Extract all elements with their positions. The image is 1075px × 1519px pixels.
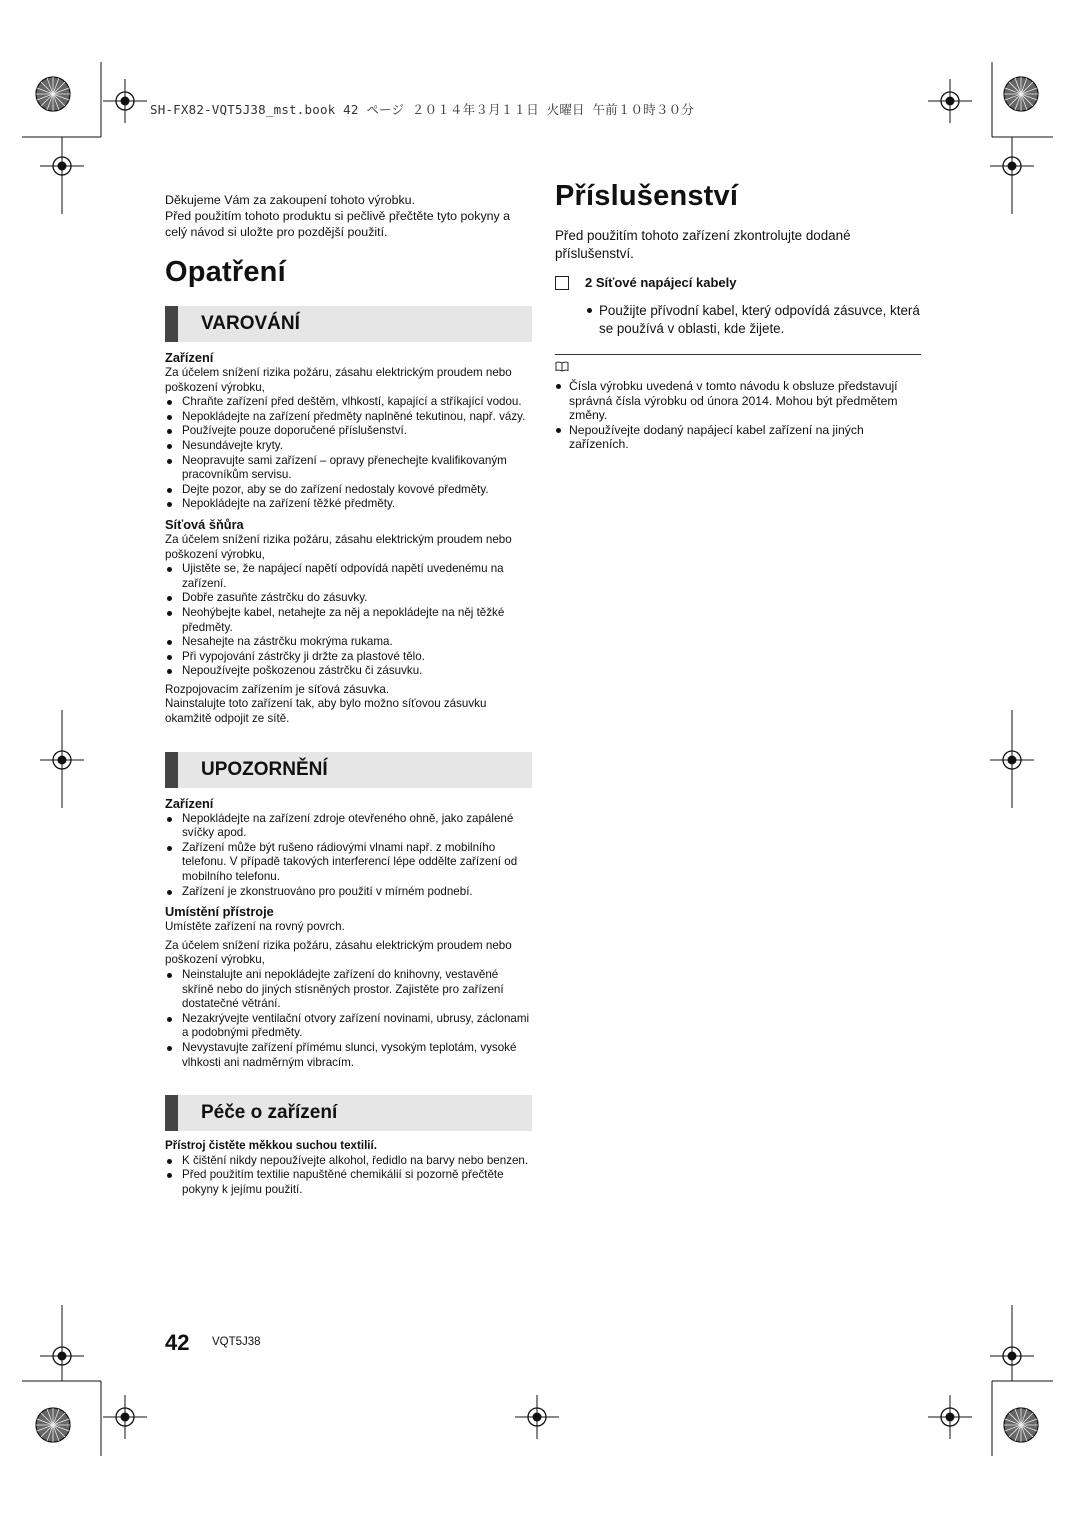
care-list [165, 1154, 533, 1198]
page-number: 42 [165, 1330, 190, 1355]
disconnect-device-note: Rozpojovacím zařízením je síťová zásuvka. [165, 682, 390, 696]
list-item: Dobře zasuňte zástrčku do zásuvky. [165, 591, 533, 606]
warning-device-text: Za účelem snížení rizika požáru, zásahu elektrickým proudem nebo poškození výrobku, [165, 366, 512, 394]
list-item: Dejte pozor, aby se do zařízení nedostaly kovové předměty. [165, 483, 533, 498]
page-title-accessories: Příslušenství [555, 180, 739, 212]
intro-instructions: Před použitím tohoto produktu si pečlivě přečtěte tyto pokyny a celý návod si uložte pro pozdější použití. [165, 209, 511, 239]
caution-device-list [165, 812, 533, 900]
list-item: Nevystavujte zařízení přímému slunci, vysokým teplotám, vysoké vlhkosti ani nadměrným vibracím. [165, 1041, 533, 1070]
book-icon [555, 359, 921, 377]
subhead-placement: Umístění přístroje [165, 904, 274, 920]
list-item: Neinstalujte ani nepokládejte zařízení do knihovny, vestavěné skříně nebo do jiných stísněných prostor. Zajistěte pro zařízení dostatečné větrání. [165, 968, 533, 1012]
accessory-notes [587, 302, 921, 337]
subhead-device: Zařízení [165, 795, 214, 811]
list-item: Před použitím textilie napuštěné chemikálií si pozorně přečtěte pokyny k jejímu použití. [165, 1168, 533, 1197]
list-item: Nezakrývejte ventilační otvory zařízení novinami, ubrusy, záclonami a podobnými předměty. [165, 1012, 533, 1041]
list-item: Zařízení je zkonstruováno pro použití v mírném podnebí. [165, 885, 533, 900]
list-item: Nepokládejte na zařízení zdroje otevřeného ohně, jako zapálené svíčky apod. [165, 812, 533, 841]
list-item: Použijte přívodní kabel, který odpovídá zásuvce, která se používá v oblasti, kde žijete. [587, 302, 921, 337]
subhead-device: Zařízení [165, 350, 214, 365]
section-header-caution [165, 752, 532, 788]
page-title-precautions: Opatření [165, 256, 286, 288]
list-item: Nepoužívejte poškozenou zástrčku či zásuvku. [165, 664, 533, 679]
divider [555, 354, 921, 355]
subhead-power-cord: Síťová šňůra [165, 516, 244, 532]
intro-thanks: Děkujeme Vám za zakoupení tohoto výrobku. [165, 193, 416, 207]
section-header-care [165, 1095, 532, 1131]
section-caution-label: UPOZORNĚNÍ [201, 758, 328, 780]
placement-text: Umístěte zařízení na rovný povrch. [165, 920, 345, 934]
list-item: Neohýbejte kabel, netahejte za něj a nepokládejte na něj těžké předměty. [165, 606, 533, 635]
print-file-header: SH-FX82-VQT5J38_mst.book 42 ページ ２０１４年３月１１日 火曜日 午前１０時３０分 [150, 102, 695, 117]
list-item: Nepokládejte na zařízení předměty naplněné tekutinou, např. vázy. [165, 410, 533, 425]
list-item: Ujistěte se, že napájecí napětí odpovídá napětí uvedenému na zařízení. [165, 562, 533, 591]
document-code: VQT5J38 [212, 1336, 261, 1348]
accessory-label: 2 Síťové napájecí kabely [585, 275, 737, 290]
warning-cord-list [165, 562, 533, 679]
list-item: Při vypojování zástrčky ji držte za plastové tělo. [165, 650, 533, 665]
warning-device-list [165, 395, 533, 512]
list-item: Nesahejte na zástrčku mokrýma rukama. [165, 635, 533, 650]
list-item: Používejte pouze doporučené příslušenství. [165, 424, 533, 439]
section-care-label: Péče o zařízení [201, 1102, 338, 1124]
list-item: Čísla výrobku uvedená v tomto návodu k obsluze představují správná čísla výrobku od února 2014. Mohou být předmětem změny. [555, 379, 921, 423]
notes-list [555, 379, 921, 452]
accessory-checkbox[interactable] [555, 276, 569, 290]
list-item: Zařízení může být rušeno rádiovými vlnami např. z mobilního telefonu. V případě takových interferencí lépe oddělte zařízení od mobilního telefonu. [165, 841, 533, 885]
install-note: Nainstalujte toto zařízení tak, aby bylo možno síťovou zásuvku okamžitě odpojit ze sítě. [165, 697, 487, 726]
accessory-item [555, 275, 921, 290]
list-item: Chraňte zařízení před deštěm, vlhkostí, kapající a stříkající vodou. [165, 395, 533, 410]
list-item: Nesundávejte kryty. [165, 439, 533, 454]
section-warning-label: VAROVÁNÍ [201, 313, 300, 334]
placement-list [165, 968, 533, 1070]
warning-cord-text: Za účelem snížení rizika požáru, zásahu elektrickým proudem nebo poškození výrobku, [165, 532, 512, 561]
list-item: Neopravujte sami zařízení – opravy přenechejte kvalifikovaným pracovníkům servisu. [165, 454, 533, 483]
list-item: K čištění nikdy nepoužívejte alkohol, ředidlo na barvy nebo benzen. [165, 1154, 533, 1169]
right-column [555, 180, 921, 452]
list-item: Nepokládejte na zařízení těžké předměty. [165, 497, 533, 512]
left-column [165, 192, 533, 1198]
section-header-warning [165, 306, 532, 342]
list-item: Nepoužívejte dodaný napájecí kabel zařízení na jiných zařízeních. [555, 423, 921, 452]
placement-risk-text: Za účelem snížení rizika požáru, zásahu elektrickým proudem nebo poškození výrobku, [165, 938, 512, 967]
care-instruction: Přístroj čistěte měkkou suchou textilií. [165, 1139, 377, 1153]
accessories-intro: Před použitím tohoto zařízení zkontrolujte dodané příslušenství. [555, 228, 851, 261]
